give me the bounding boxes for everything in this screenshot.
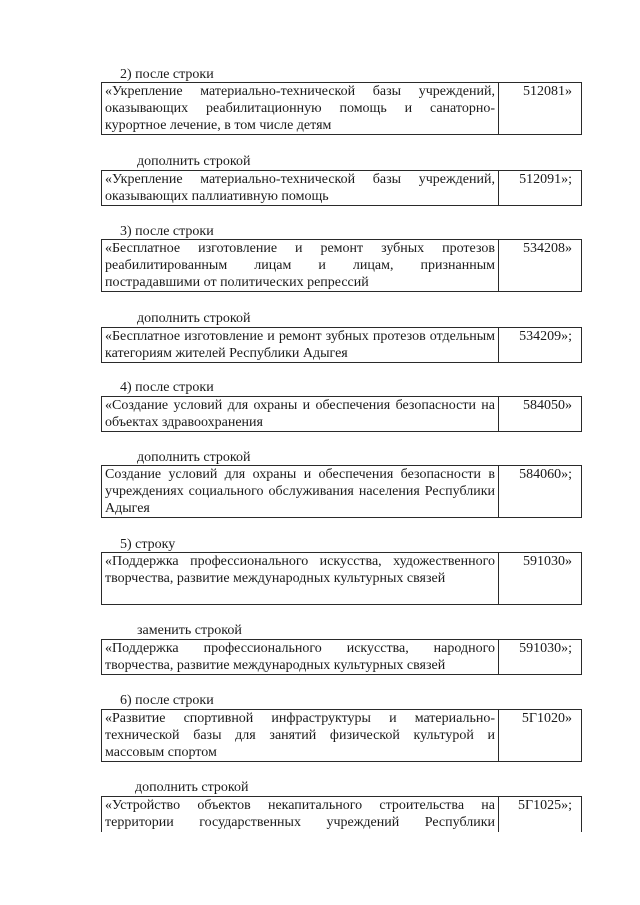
row-description: «Укрепление материально-технической базы учреждений, оказывающих паллиативную помощь	[102, 171, 499, 205]
row-code: 5Г1025»;	[518, 798, 572, 813]
item-caption: дополнить строкой	[135, 780, 249, 795]
row-code: 534209»;	[519, 329, 572, 344]
row-code: 584060»;	[519, 467, 572, 482]
row-code: 584050»	[523, 398, 572, 413]
item-caption: 4) после строки	[120, 380, 214, 395]
row-description: «Бесплатное изготовление и ремонт зубных протезов отдельным категориям жителей Республики Адыгея	[102, 328, 499, 362]
table-row	[101, 796, 582, 832]
item-caption: заменить строкой	[137, 623, 242, 638]
table-row	[101, 239, 582, 292]
table-row	[101, 639, 582, 675]
row-code: 591030»	[523, 554, 572, 569]
item-caption: 6) после строки	[120, 693, 214, 708]
row-code: 512081»	[523, 84, 572, 99]
row-code: 591030»;	[519, 641, 572, 656]
row-description: «Поддержка профессионального искусства, народного творчества, развитие международных культурных связей	[102, 640, 499, 674]
item-caption: 2) после строки	[120, 67, 214, 82]
table-row	[101, 327, 582, 363]
table-row	[101, 170, 582, 206]
table-row	[101, 82, 582, 135]
item-caption: дополнить строкой	[137, 154, 251, 169]
row-description: «Устройство объектов некапитального строительства на территории государственных учреждений Республики	[102, 797, 499, 832]
row-code: 5Г1020»	[521, 711, 572, 726]
row-description: Создание условий для охраны и обеспечения безопасности в учреждениях социального обслуживания населения Республики Адыгея	[102, 466, 499, 517]
item-caption: дополнить строкой	[137, 450, 251, 465]
item-caption: 5) строку	[120, 537, 176, 552]
row-code: 512091»;	[519, 172, 572, 187]
row-description: «Укрепление материально-технической базы учреждений, оказывающих реабилитационную помощь и санаторно-курортное лечение, в том числе детям	[102, 83, 499, 134]
row-description: «Развитие спортивной инфраструктуры и материально-технической базы для занятий физической культурой и массовым спортом	[102, 710, 499, 761]
table-row	[101, 396, 582, 432]
item-caption: дополнить строкой	[137, 311, 251, 326]
row-description: «Бесплатное изготовление и ремонт зубных протезов реабилитированным лицам и лицам, признанным пострадавшими от политических репрессий	[102, 240, 499, 291]
table-row	[101, 552, 582, 605]
row-code: 534208»	[523, 241, 572, 256]
table-row	[101, 709, 582, 762]
row-description: «Поддержка профессионального искусства, художественного творчества, развитие международных культурных связей	[102, 553, 499, 604]
row-description: «Создание условий для охраны и обеспечения безопасности на объектах здравоохранения	[102, 397, 499, 431]
table-row	[101, 465, 582, 518]
item-caption: 3) после строки	[120, 224, 214, 239]
